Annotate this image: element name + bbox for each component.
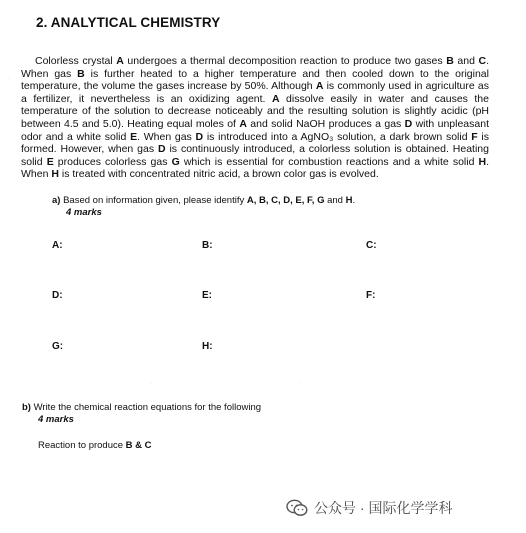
question-a-and: and (324, 195, 346, 206)
watermark-mark: · (148, 379, 154, 388)
question-a-letters: A, B, C, D, E, F, G (246, 195, 325, 206)
answer-slot-h[interactable]: H: (202, 341, 213, 352)
question-a-label: a) (52, 195, 61, 206)
paragraph-text: is introduced into a AgNO₃ solution, a dark brown solid (203, 130, 472, 143)
compound-letter: F (471, 130, 478, 143)
compound-letter: D (157, 143, 166, 156)
compound-letter: H (478, 155, 487, 168)
wechat-icon (286, 499, 308, 517)
reaction-label-letters: B & C (125, 440, 152, 451)
answer-slot-e[interactable]: E: (202, 290, 212, 301)
compound-letter: B (77, 67, 85, 80)
compound-letter: A (271, 92, 280, 105)
paragraph-text: and (453, 55, 479, 67)
section-title: 2. ANALYTICAL CHEMISTRY (36, 15, 221, 30)
paragraph-text: . When (21, 155, 490, 181)
paragraph-text: produces colorless gas (53, 155, 172, 168)
paragraph-text: dissolve easily in water and causes the temperature of the solution to decrease noticeably and the resulting solution is slightly acidic (pH between 4.5 and 5.0). Heating equal moles of (21, 92, 489, 130)
answer-slot-a[interactable]: A: (52, 240, 63, 251)
watermark-mark: · (6, 74, 12, 83)
question-a-text: Based on information given, please identify (63, 195, 247, 206)
paragraph-text: with unpleasant odor and a white solid (21, 117, 489, 143)
wechat-footer[interactable] (286, 497, 452, 519)
paragraph-text: is treated with concentrated nitric acid, a brown color gas is evolved. (58, 168, 379, 181)
question-a (52, 195, 482, 219)
question-a-end: . (352, 195, 356, 206)
paragraph-text: and solid NaOH produces a gas (246, 117, 405, 130)
answer-slot-d[interactable]: D: (52, 290, 63, 301)
reaction-label-text: Reaction to produce (38, 440, 126, 451)
compound-letter: A (315, 80, 324, 93)
answer-slot-b[interactable]: B: (202, 240, 213, 251)
compound-letter: H (51, 168, 59, 181)
question-a-marks: 4 marks (66, 207, 102, 218)
answer-slot-c[interactable]: C: (366, 240, 377, 251)
compound-letter: E (130, 130, 138, 143)
compound-letter: E (46, 155, 54, 168)
compound-letter: D (195, 130, 204, 143)
question-b (22, 402, 482, 426)
reaction-label (38, 440, 152, 451)
paragraph-text: undergoes a thermal decomposition reaction to produce two gases (123, 55, 447, 67)
paragraph-text: Colorless crystal (35, 55, 117, 67)
paragraph-text: . When gas (137, 130, 196, 143)
compound-letter: D (404, 117, 413, 130)
paragraph-text: is further heated to a higher temperature and then cooled down to the original temperature, the volume the gases increase by 50%. Although (21, 67, 489, 93)
question-b-text: Write the chemical reaction equations for the following (33, 402, 262, 413)
paragraph-text: . When gas (21, 55, 489, 80)
compound-letter: G (171, 155, 180, 168)
compound-letter: B (446, 55, 454, 67)
question-b-marks: 4 marks (38, 414, 74, 425)
problem-paragraph (21, 55, 489, 181)
paragraph-text: is formed. However, when gas (21, 130, 489, 156)
compound-letter: A (116, 55, 124, 67)
footer-text: 公众号 · 国际化学学科 (314, 500, 453, 516)
paragraph-text: is commonly used in agriculture as a fertilizer, it nevertheless is an oxidizing agent. (21, 80, 489, 105)
question-a-last-letter: H (345, 195, 353, 206)
answer-slot-g[interactable]: G: (52, 341, 64, 352)
paragraph-text: which is essential for combustion reactions and a white solid (179, 155, 479, 168)
compound-letter: C (478, 55, 487, 67)
question-b-label: b) (22, 402, 31, 413)
answer-slot-f[interactable]: F: (366, 290, 376, 301)
compound-letter: A (239, 117, 247, 130)
paragraph-text: is continuously introduced, a colorless solution is obtained. Heating solid (21, 143, 489, 168)
watermark-mark: · (298, 379, 304, 388)
